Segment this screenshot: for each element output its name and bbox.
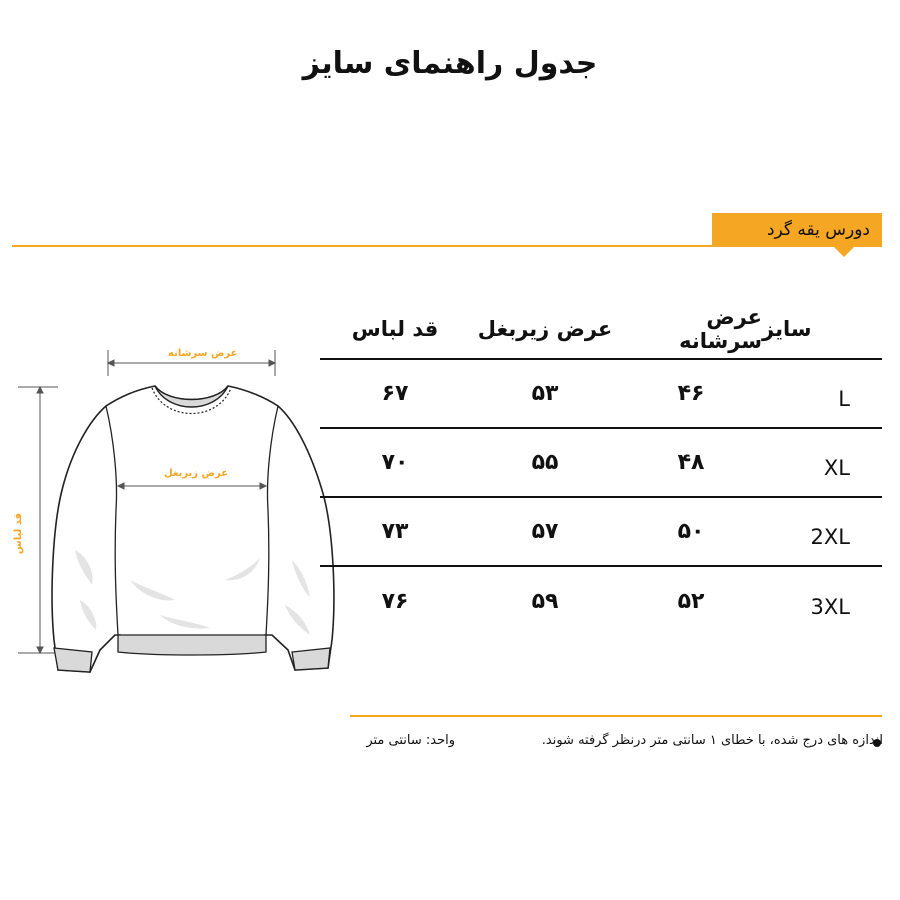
table-row	[320, 429, 882, 498]
row-size: L	[838, 386, 850, 411]
row-shoulder-width: ۵۲	[677, 589, 705, 614]
armpit-width-label: عرض زیربغل	[164, 468, 229, 479]
page-title: جدول راهنمای سایز	[302, 46, 598, 81]
measurement-note: اندازه های درج شده، با خطای ۱ سانتی متر درنظر گرفته شوند.	[541, 733, 883, 748]
product-tag: دورس یقه گرد	[712, 213, 882, 247]
row-size: 3XL	[810, 594, 850, 619]
sweatshirt-diagram	[10, 330, 340, 690]
sweatshirt-body	[52, 386, 334, 672]
row-length: ۷۶	[381, 589, 409, 614]
row-armpit-width: ۵۹	[531, 589, 559, 614]
row-length: ۷۳	[381, 519, 409, 544]
row-length: ۶۷	[381, 381, 409, 406]
row-shoulder-width: ۴۶	[677, 381, 705, 406]
shoulder-width-label: عرض سرشانه	[168, 348, 238, 359]
header-size: سایز	[762, 317, 812, 341]
table-row	[320, 498, 882, 567]
garment-length-label: قد لباس	[13, 512, 25, 555]
waistband	[118, 635, 266, 655]
row-shoulder-width: ۵۰	[677, 519, 705, 544]
table-row	[320, 567, 882, 636]
footer-divider	[350, 715, 882, 717]
size-table	[320, 300, 882, 636]
row-size: XL	[823, 455, 850, 480]
table-header	[320, 300, 882, 360]
row-armpit-width: ۵۳	[531, 381, 559, 406]
row-shoulder-width: ۴۸	[677, 450, 705, 475]
row-armpit-width: ۵۷	[531, 519, 559, 544]
row-size: 2XL	[810, 524, 850, 549]
right-cuff	[292, 648, 330, 670]
table-row	[320, 360, 882, 429]
row-armpit-width: ۵۵	[531, 450, 559, 475]
header-length: قد لباس	[351, 317, 439, 341]
header-shoulder-width: عرض سرشانه	[679, 305, 762, 353]
row-length: ۷۰	[381, 450, 409, 475]
unit-note: واحد: سانتی متر	[366, 733, 455, 748]
product-tag-pointer	[834, 247, 854, 257]
left-cuff	[54, 648, 92, 672]
header-armpit-width: عرض زیربغل	[477, 317, 613, 341]
